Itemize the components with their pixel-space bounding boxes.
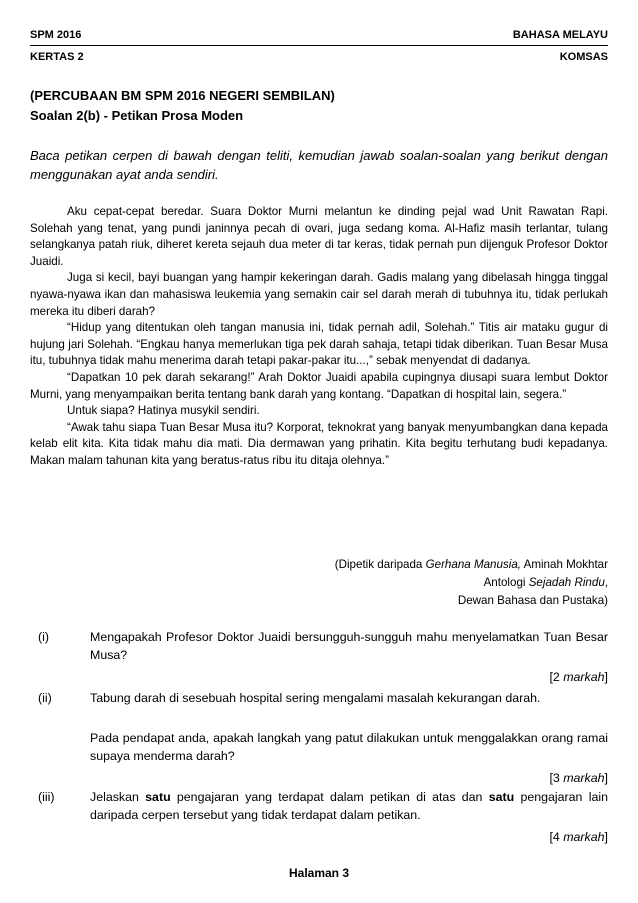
- header-subject: BAHASA MELAYU: [512, 29, 608, 41]
- question-number: (i): [38, 630, 50, 644]
- marks-word: markah: [563, 771, 605, 785]
- question-number: (ii): [38, 691, 52, 705]
- passage-paragraph: “Dapatkan 10 pek darah sekarang!” Arah Doktor Juaidi apabila cupingnya diusapi suara lembut Doktor Murni, yang menyampaikan berita tentang bank darah yang kontang. “Dapatkan di hospital lain, segera.”: [30, 370, 608, 401]
- question-text-part: pengajaran lain daripada cerpen tersebut yang tidak terdapat dalam petikan.: [90, 790, 608, 822]
- question-text: Mengapakah Profesor Doktor Juaidi bersungguh-sungguh mahu menyelamatkan Tuan Besar Musa?: [90, 630, 608, 662]
- exam-title: (PERCUBAAN BM SPM 2016 NEGERI SEMBILAN): [30, 88, 335, 103]
- instruction-text: Baca petikan cerpen di bawah dengan teliti, kemudian jawab soalan-soalan yang berikut dengan menggunakan ayat anda sendiri.: [30, 148, 608, 182]
- passage-paragraph: Aku cepat-cepat beredar. Suara Doktor Murni melantun ke dinding pejal wad Unit Rawatan Rapi. Solehah yang tenat, yang pundi janinnya pecah di ovari, juga sedang koma. Al-Hafiz masih terlantar, tulang selangkanya patah riuk, diheret kereta sejauh dua meter di tar keras, tidak pernah pun dijenguk Profesor Doktor Juaidi.: [30, 205, 608, 268]
- source-prefix: (Dipetik daripada: [334, 558, 426, 571]
- source-line-2: [335, 574, 608, 592]
- question-text-2: Pada pendapat anda, apakah langkah yang patut dilakukan untuk menggalakkan orang ramai supaya menderma darah?: [90, 731, 608, 763]
- passage-paragraph: Untuk siapa? Hatinya musykil sendiri.: [67, 404, 260, 418]
- question-marks: [549, 668, 608, 686]
- marks-open: [2: [549, 670, 564, 684]
- marks-open: [4: [549, 830, 564, 844]
- question-text: Tabung darah di sesebuah hospital sering mengalami masalah kekurangan darah.: [90, 691, 541, 705]
- passage-paragraph: “Hidup yang ditentukan oleh tangan manusia ini, tidak pernah adil, Solehah.” Titis air mataku gugur di hujung jari Solehah. “Engkau hanya memerlukan tiga pek darah sahaja, tetapi tidak diberikan. Tuan Besar Musa itu, tubuhnya tidak mahu menerima darah tetapi pakar-pakar itu...,” sebak menyendat di dadanya.: [30, 321, 608, 368]
- question-marks: [549, 828, 608, 846]
- marks-close: ]: [604, 830, 608, 844]
- passage-paragraph: “Awak tahu siapa Tuan Besar Musa itu? Korporat, teknokrat yang banyak menyumbangkan dana kepada kelab elit kita. Kita tidak mahu dia mati. Dia dermawan yang prihatin. Kita begitu terhutang budi kepadanya. Makan malam tahunan kita yang beratus-ratus ribu itu ditaja olehnya.”: [30, 420, 608, 467]
- source-anthology-title: Sejadah Rindu: [528, 576, 605, 589]
- question-text-part: pengajaran yang terdapat dalam petikan di atas dan: [170, 790, 489, 804]
- question-number: (iii): [38, 790, 55, 804]
- source-line-1: [335, 556, 608, 574]
- marks-close: ]: [604, 771, 608, 785]
- header-section: KOMSAS: [559, 51, 608, 63]
- page-number: Halaman 3: [288, 866, 350, 880]
- source-publisher: Dewan Bahasa dan Pustaka): [457, 594, 608, 607]
- question-title: Soalan 2(b) - Petikan Prosa Moden: [30, 108, 244, 123]
- marks-word: markah: [563, 830, 605, 844]
- marks-close: ]: [604, 670, 608, 684]
- question-emphasis: satu: [488, 790, 515, 804]
- question-emphasis: satu: [145, 790, 171, 804]
- source-anthology-prefix: Antologi: [483, 576, 529, 589]
- passage-paragraph: Juga si kecil, bayi buangan yang hampir kekeringan darah. Gadis malang yang dibelasah hingga tinggal nyawa-nyawa ikan dan mahasiswa leukemia yang semakin cair sel darah merah di tubuhnya itu, tidak perlukah mereka itu diberi darah?: [30, 271, 608, 318]
- header-divider: [30, 45, 608, 46]
- question-marks: [549, 769, 608, 787]
- marks-open: [3: [549, 771, 564, 785]
- marks-word: markah: [563, 670, 605, 684]
- source-story-title: Gerhana Manusia,: [425, 558, 521, 571]
- question-text-part: Jelaskan: [90, 790, 146, 804]
- question-text: [90, 788, 608, 824]
- header-paper: KERTAS 2: [30, 51, 84, 63]
- passage-source: [335, 556, 608, 610]
- source-comma: ,: [604, 576, 608, 589]
- source-author: Aminah Mokhtar: [521, 558, 608, 571]
- prose-passage: [30, 204, 608, 470]
- header-exam-year: SPM 2016: [30, 29, 82, 41]
